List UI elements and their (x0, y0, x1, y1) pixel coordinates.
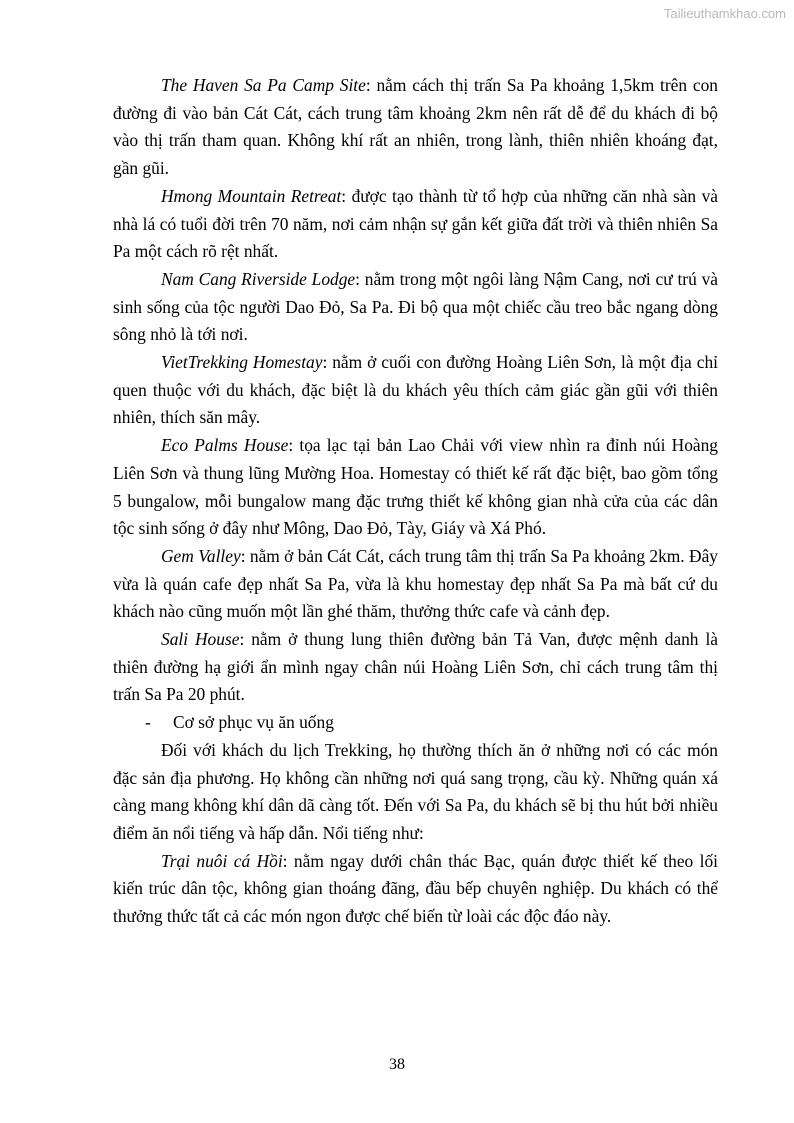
place-name: Gem Valley (161, 545, 241, 566)
paragraph-nam-cang (113, 266, 718, 349)
place-description: : được tạo thành từ tổ hợp của những căn nhà sàn và nhà lá có tuổi đời trên 70 năm, nơi cảm nhận sự gắn kết giữa đất trời và thiên nhiên Sa Pa một cách rõ rệt nhất. (113, 185, 718, 262)
paragraph-eco-palms (113, 432, 718, 543)
paragraph-restaurant (113, 848, 718, 931)
place-name: The Haven Sa Pa Camp Site (161, 75, 366, 95)
place-description: : nằm cách thị trấn Sa Pa khoảng 1,5km trên con đường đi vào bản Cát Cát, cách trung tâm khoảng 2km nên rất dễ để du khách đi bộ vào thị trấn tham quan. Không khí rất an nhiên, trong lành, thiên nhiên khoáng đạt, gần gũi. (113, 75, 718, 179)
paragraph-intro: Đối với khách du lịch Trekking, họ thường thích ăn ở những nơi có các món đặc sản địa phương. Họ không cần những nơi quá sang trọng, cầu kỳ. Những quán xá càng mang không khí dân dã càng tốt. Đến với Sa Pa, du khách sẽ bị thu hút bởi nhiều điểm ăn nổi tiếng và hấp dẫn. Nổi tiếng như: (113, 739, 718, 843)
paragraph-haven (113, 72, 718, 183)
page-content (113, 72, 718, 931)
place-description: : nằm trong một ngôi làng Nậm Cang, nơi cư trú và sinh sống của tộc người Dao Đỏ, Sa Pa. Đi bộ qua một chiếc cầu treo bắc ngang dòng sông nhỏ là tới nơi. (113, 268, 719, 345)
place-name: Eco Palms House (161, 435, 289, 456)
place-name: Sali House (161, 629, 240, 650)
place-description: : nằm ở bản Cát Cát, cách trung tâm thị trấn Sa Pa khoảng 2km. Đây vừa là quán cafe đẹp nhất Sa Pa, vừa là khu homestay đẹp nhất Sa Pa mà bất cứ du khách nào cũng muốn một lần ghé thăm, thưởng thức cafe và cảnh đẹp. (113, 545, 718, 622)
paragraph-hmong (113, 183, 718, 266)
page-number: 38 (389, 1056, 405, 1073)
place-description: : tọa lạc tại bản Lao Chải với view nhìn ra đỉnh núi Hoàng Liên Sơn và thung lũng Mường Hoa. Homestay có thiết kế rất đặc biệt, bao gồm tổng 5 bungalow, mỗi bungalow mang đặc trưng thiết kế không gian nhà cửa của các dân tộc sinh sống ở đây như Mông, Dao Đỏ, Tày, Giáy và Xá Phó. (113, 435, 718, 539)
place-name: Trại nuôi cá Hồi (161, 850, 283, 871)
place-description: : nằm ở cuối con đường Hoàng Liên Sơn, là một địa chỉ quen thuộc với du khách, đặc biệt là du khách yêu thích cảm giác gần gũi với thiên nhiên, thích săn mây. (113, 352, 718, 428)
place-description: : nằm ở thung lung thiên đường bản Tả Van, được mệnh danh là thiên đường hạ giới ẩn mình ngay chân núi Hoàng Liên Sơn, chỉ cách trung tâm thị trấn Sa Pa 20 phút. (113, 629, 719, 705)
place-name: Nam Cang Riverside Lodge (161, 268, 356, 289)
watermark: Tailieuthamkhao.com (663, 6, 786, 21)
paragraph-viettrekking (113, 349, 718, 432)
section-bullet (113, 709, 718, 737)
place-description: : nằm ngay dưới chân thác Bạc, quán được thiết kế theo lối kiến trúc dân tộc, không gian thoáng đãng, đầu bếp chuyên nghiệp. Du khách có thể thưởng thức tất cả các món ngon được chế biến từ loài các độc đáo này. (113, 850, 718, 927)
bullet-text: Cơ sở phục vụ ăn uống (173, 712, 334, 733)
bullet-dash: - (145, 712, 151, 733)
paragraph-sali-house (113, 626, 718, 709)
place-name: VietTrekking Homestay (161, 352, 323, 373)
paragraph-gem-valley (113, 543, 718, 626)
place-name: Hmong Mountain Retreat (161, 185, 342, 206)
